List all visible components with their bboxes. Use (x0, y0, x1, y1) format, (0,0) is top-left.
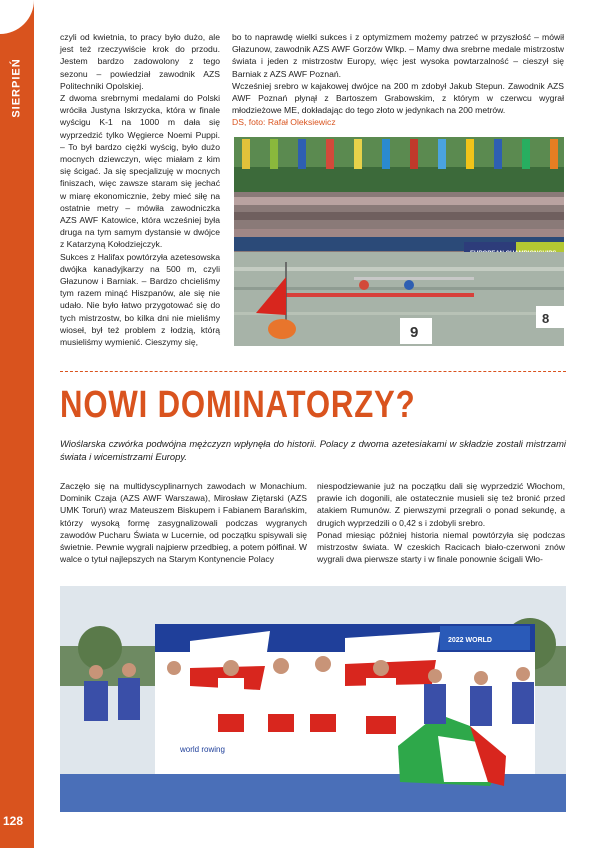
article-lead: Wioślarska czwórka podwójna mężczyzn wpłynęła do historii. Polacy z dwoma azetesiakami w składzie zostali mistrzami świata i wicemistrzami Europy. (60, 438, 566, 462)
paragraph: Z dwoma srebrnymi medalami do Polski wróciła Justyna Iskrzycka, która w finale wyścigu K-1 na 1000 m dała się wyprzedzić tylko Węgierce Noemi Puppi. – To był bardzo ciężki wyścig, było dużo mocnych dziewczyn, więc miałam z kim się ścigać. Ja się specjalizuję w mocnych finiszach, więc zawsze staram się jechać w miarę ekonomicznie, żeby mieć siłę na ostatnie metry – mówiła zawodniczka AZS AWF Katowice, która wcześniej była druga na tym samym dystansie w dwójce z Katarzyną Kołodziejczyk. (60, 93, 220, 250)
article-column-4 (317, 480, 565, 565)
rowing-team-photo (60, 586, 566, 812)
canoe-boat (274, 293, 474, 297)
article-column-3 (60, 480, 307, 565)
paragraph: czyli od kwietnia, to pracy było dużo, ale jest też rzeczywiście krok do przodu. Jestem bardzo zadowolony z tego sezonu – powiedział zawodnik AZS Politechniki Opolskiej. (60, 32, 220, 91)
article-column-2 (232, 31, 564, 129)
canoe-race-photo (234, 137, 564, 346)
section-divider (60, 371, 566, 372)
section-sidebar (0, 0, 34, 848)
paragraph: Ponad miesiąc później historia niemal powtórzyła się podczas mistrzostw świata. W czeskich Racicach biało-czerwoni znów wygrali dwa pierwsze starty i w finale ponownie ścigali Wło- (317, 529, 565, 565)
photo-credit: DS, foto: Rafał Oleksiewicz (232, 117, 336, 128)
paragraph: Wcześniej srebro w kajakowej dwójce na 200 m zdobył Jakub Stepun. Zawodnik AZS AWF Poznań płynął z Bartoszem Grabowskim, z którym w czerwcu wygrał młodzieżowe ME, dokładając do tego złoto w jedynkach na 200 metrów. (232, 80, 564, 116)
paragraph: Sukces z Halifax powtórzyła azetesowska dwójka kanadyjkarzy na 500 m, czyli Głazunow i Barniak. – Bardzo chcieliśmy tym razem minąć Hiszpanów, ale się nie udało. Nie było łatwo przygotować się do tych mistrzostw, bo kilka dni nie mieliśmy wioseł, był też problem z łodzią, którą musieliśmy wymienić. Cieszymy się, (60, 251, 220, 348)
page-number: 128 (3, 814, 24, 828)
lane-number: 9 (410, 324, 419, 341)
article-column-1 (60, 31, 220, 348)
article-headline: NOWI DOMINATORZY? (60, 384, 416, 426)
lane-buoy (268, 319, 296, 339)
paragraph: bo to naprawdę wielki sukces i z optymizmem możemy patrzeć w przyszłość – mówił Głazunow, zawodnik AZS AWF Gorzów Wlkp. – Mamy dwa srebrne medale mistrzostw świata i jeden z mistrzostw Europy, więc jest wysoka powtarzalność – cieszył się Barniak z AZS AWF Poznań. (232, 32, 564, 79)
paragraph: Zaczęło się na multidyscyplinarnych zawodach w Monachium. Dominik Czaja (AZS AWF Warszawa), Mirosław Ziętarski (AZS UMK Toruń) wraz Mateuszem Biskupem i Fabianem Barańskim, którzy wysoką formę zasygnalizowali podczas wygranych zawodów Pucharu Świata w Lucernie, od początku spisywali się świetnie. Pewnie wygrali najpierw przedbieg, a potem półfinał. W walce o tytuł najlepszych na Starym Kontynencie Polacy (60, 481, 307, 565)
sidebar-notch (0, 0, 34, 34)
section-label: SIERPIEŃ (11, 58, 24, 118)
lane-number: 8 (542, 311, 550, 326)
paragraph: niespodziewanie już na początku dali się wyprzedzić Włochom, prawie ich dogonili, ale ostatecznie musieli się też bronić przed atakiem Rumunów. Z pierwszymi przegrali o ponad sekundę, a drugich wyprzedzili o 0,42 s i zdobyli srebro. (317, 481, 565, 528)
board-text: world rowing (180, 745, 225, 754)
event-banner-text: 2022 WORLD (448, 637, 492, 644)
lane-marker (536, 306, 564, 328)
